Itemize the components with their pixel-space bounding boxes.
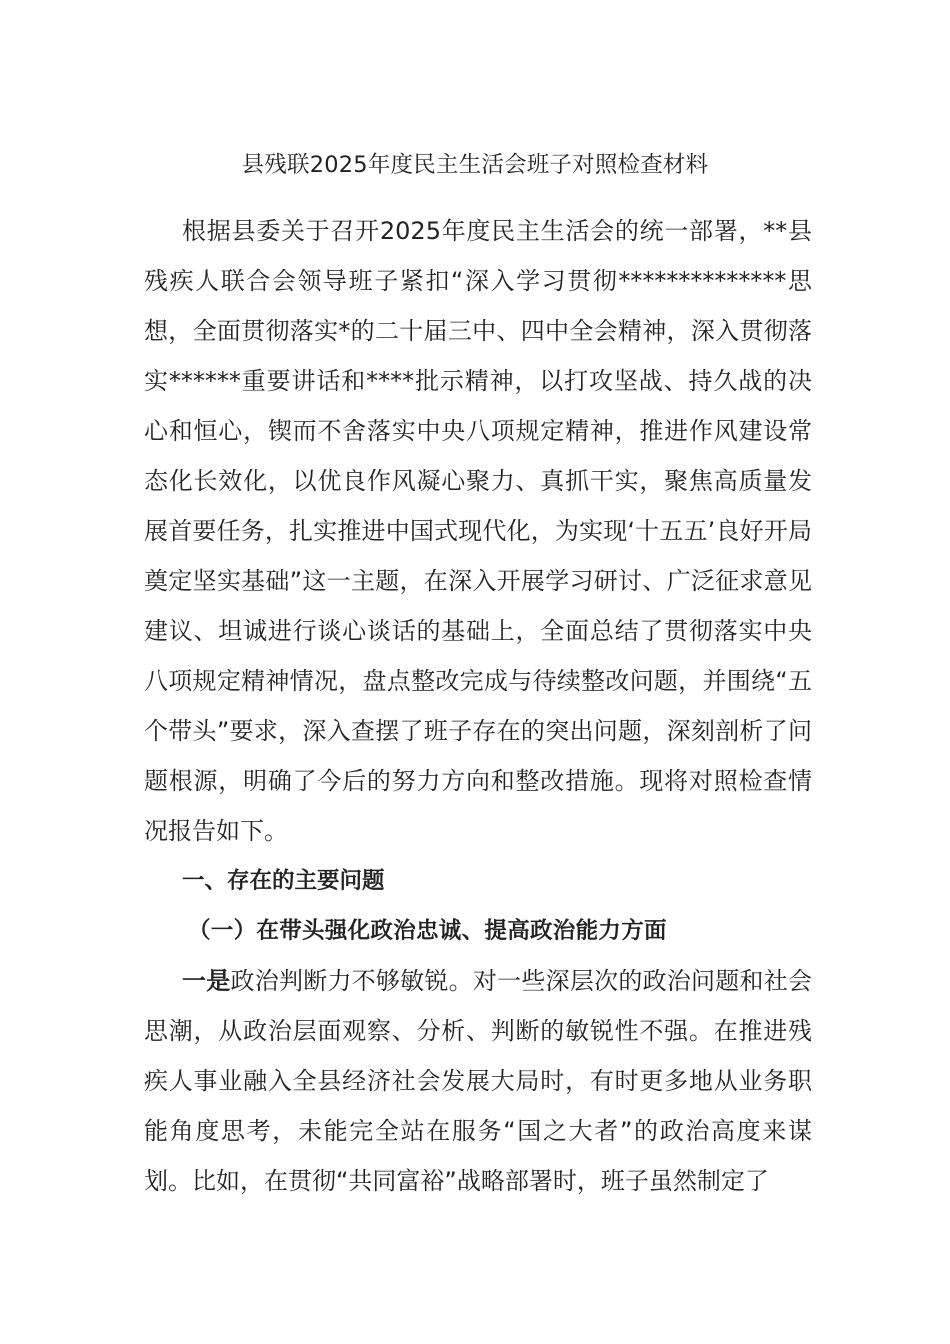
point-one-lead: 一是 — [182, 967, 231, 995]
point-one-text: 政治判断力不够敏锐。对一些深层次的政治问题和社会思潮，从政治层面观察、分析、判断的敏锐性不强。在推进残疾人事业融入全县经济社会发展大局时，有时更多地从业务职能角度思考，未能完全站在服务“国之大者”的政治高度来谋划。比如，在贯彻“共同富裕”战略部署时，班子虽然制定了 — [144, 967, 813, 1195]
section-heading: 一、存在的主要问题 — [182, 868, 385, 894]
document-body — [144, 206, 812, 1206]
document-title: 县残联2025年度民主生活会班子对照检查材料 — [241, 152, 709, 178]
intro-paragraph: 根据县委关于召开2025年度民主生活会的统一部署，**县残疾人联合会领导班子紧扣“深入学习贯彻**************思想，全面贯彻落实*的二十届三中、四中全会精神，深入贯彻落实******重要讲话和****批示精神，以打攻坚战、持久战的决心和恒心，锲而不舍落实中央八项规定精神，推进作风建设常态化长效化，以优良作风凝心聚力、真抓干实，聚焦高质量发展首要任务，扎实推进中国式现代化，为实现‘十五五’良好开局奠定坚实基础”这一主题，在深入开展学习研讨、广泛征求意见建议、坦诚进行谈心谈话的基础上，全面总结了贯彻落实中央八项规定精神情况，盘点整改完成与待续整改问题，并围绕“五个带头”要求，深入查摆了班子存在的突出问题，深刻剖析了问题根源，明确了今后的努力方向和整改措施。现将对照检查情况报告如下。 — [144, 217, 812, 845]
point-one-paragraph — [144, 956, 812, 1206]
subsection-heading: （一）在带头强化政治忠诚、提高政治能力方面 — [188, 918, 667, 944]
